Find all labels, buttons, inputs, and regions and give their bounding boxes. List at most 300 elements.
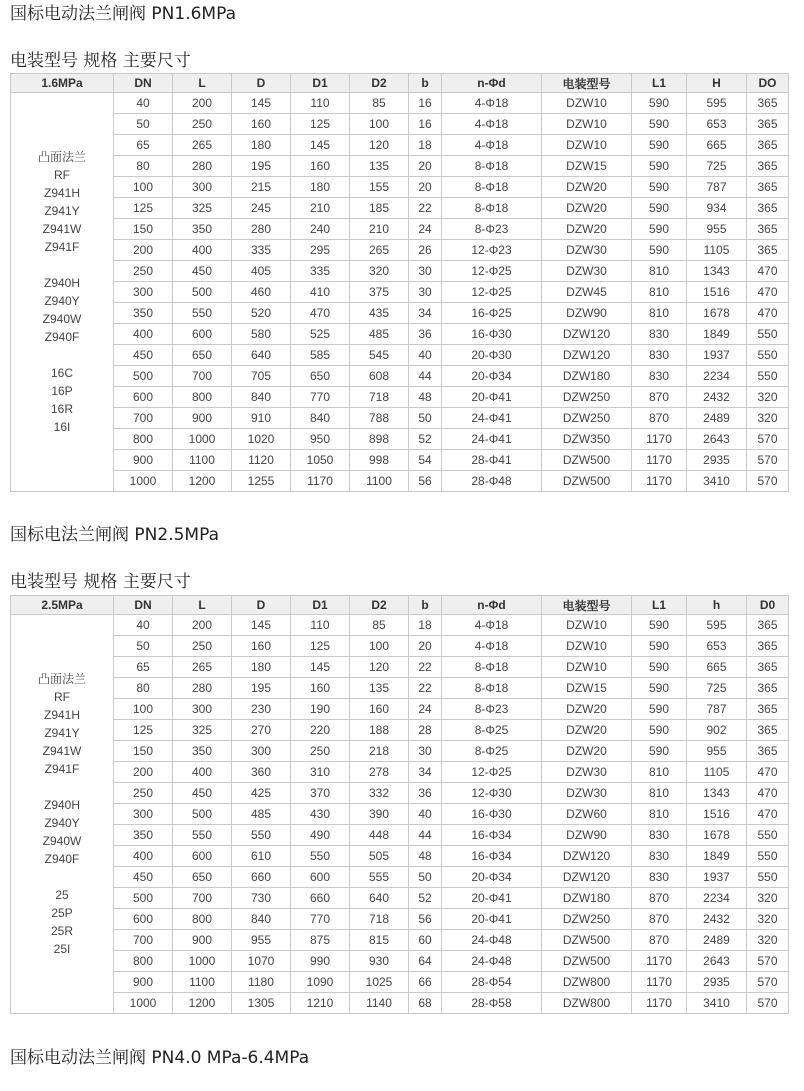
table-cell: 550 — [747, 825, 789, 846]
table-cell: 590 — [632, 657, 687, 678]
table-cell: 250 — [114, 261, 173, 282]
table-cell: 550 — [291, 846, 350, 867]
table-cell: DZW120 — [542, 846, 632, 867]
table-cell: 24-Φ48 — [442, 951, 542, 972]
table-cell: 900 — [114, 972, 173, 993]
table-cell: 600 — [114, 387, 173, 408]
table-cell: 180 — [232, 135, 291, 156]
table-cell: DZW180 — [542, 366, 632, 387]
table-cell: 390 — [350, 804, 409, 825]
table-cell: 470 — [747, 804, 789, 825]
table-cell: 900 — [173, 930, 232, 951]
table-cell: 800 — [173, 387, 232, 408]
table-row — [11, 219, 789, 240]
table-cell: 470 — [747, 261, 789, 282]
section-title-pn25: 国标电法兰闸阀 PN2.5MPa — [10, 525, 219, 545]
table-cell: 160 — [291, 678, 350, 699]
table-cell: 653 — [687, 636, 747, 657]
table-row — [11, 303, 789, 324]
table-row — [11, 951, 789, 972]
table-cell: 18 — [409, 615, 442, 636]
table-cell: 160 — [350, 699, 409, 720]
section-title-pn40-64: 国标电动法兰闸阀 PN4.0 MPa-6.4MPa — [10, 1048, 310, 1068]
table-cell: DZW30 — [542, 261, 632, 282]
table-cell: 50 — [114, 114, 173, 135]
table-row — [11, 450, 789, 471]
table-cell: 718 — [350, 909, 409, 930]
model-code: 16P — [51, 384, 73, 398]
table-cell: DZW250 — [542, 408, 632, 429]
table-cell: DZW800 — [542, 993, 632, 1014]
table-cell: DZW10 — [542, 93, 632, 114]
model-code: 16I — [53, 420, 71, 434]
table-cell: 450 — [173, 783, 232, 804]
table-cell: 24-Φ41 — [442, 429, 542, 450]
table-cell: 1200 — [173, 993, 232, 1014]
column-header: D1 — [291, 74, 350, 93]
table-cell: 555 — [350, 867, 409, 888]
table-cell: 570 — [747, 471, 789, 492]
table-cell: 448 — [350, 825, 409, 846]
table-row — [11, 408, 789, 429]
table-cell: 12-Φ30 — [442, 783, 542, 804]
table-cell: 585 — [291, 345, 350, 366]
table-cell: DZW15 — [542, 678, 632, 699]
table-cell: 110 — [291, 93, 350, 114]
table-cell: 28-Φ54 — [442, 972, 542, 993]
table-cell: 365 — [747, 135, 789, 156]
table-cell: 180 — [232, 657, 291, 678]
table-cell: 600 — [114, 909, 173, 930]
table-cell: 20 — [409, 156, 442, 177]
table-cell: 1120 — [232, 450, 291, 471]
table-cell: DZW20 — [542, 198, 632, 219]
table-cell: 1170 — [632, 951, 687, 972]
table-cell: 570 — [747, 429, 789, 450]
table-cell: 8-Φ18 — [442, 678, 542, 699]
table-cell: 1170 — [632, 993, 687, 1014]
table-cell: 787 — [687, 699, 747, 720]
table-cell: 400 — [173, 240, 232, 261]
table-cell: 500 — [114, 366, 173, 387]
table-row — [11, 741, 789, 762]
table-cell: 1937 — [687, 345, 747, 366]
table-cell: 365 — [747, 114, 789, 135]
model-group-gap — [11, 778, 113, 796]
table-cell: 2935 — [687, 450, 747, 471]
table-cell: 365 — [747, 156, 789, 177]
table-cell: 100 — [350, 114, 409, 135]
table-cell: 2234 — [687, 366, 747, 387]
table-cell: 28-Φ48 — [442, 471, 542, 492]
table-cell: 590 — [632, 741, 687, 762]
table-cell: 20-Φ41 — [442, 909, 542, 930]
table-cell: 490 — [291, 825, 350, 846]
table-cell: 1000 — [114, 471, 173, 492]
table-cell: 30 — [409, 282, 442, 303]
table-cell: 1090 — [291, 972, 350, 993]
table-cell: 300 — [114, 804, 173, 825]
table-cell: DZW500 — [542, 450, 632, 471]
table-cell: 550 — [747, 846, 789, 867]
table-cell: 830 — [632, 825, 687, 846]
table-cell: 350 — [173, 219, 232, 240]
table-row — [11, 825, 789, 846]
table-cell: 870 — [632, 888, 687, 909]
table-cell: DZW30 — [542, 783, 632, 804]
table-cell: 60 — [409, 930, 442, 951]
table-cell: 1000 — [173, 429, 232, 450]
table-cell: 245 — [232, 198, 291, 219]
table-cell: 430 — [291, 804, 350, 825]
table-cell: DZW60 — [542, 804, 632, 825]
section-title-pn16: 国标电动法兰闸阀 PN1.6MPa — [10, 4, 236, 24]
model-code: Z941F — [44, 240, 80, 254]
table-cell: 2489 — [687, 408, 747, 429]
table-cell: 125 — [291, 636, 350, 657]
table-cell: 2489 — [687, 930, 747, 951]
model-code: Z941W — [42, 744, 82, 758]
table-cell: 1516 — [687, 804, 747, 825]
table-row — [11, 282, 789, 303]
model-code: 16C — [50, 366, 73, 380]
table-cell: DZW350 — [542, 429, 632, 450]
table-cell: 40 — [114, 615, 173, 636]
table-cell: 280 — [173, 156, 232, 177]
table-cell: 870 — [632, 408, 687, 429]
table-cell: 500 — [114, 888, 173, 909]
table-cell: 24 — [409, 219, 442, 240]
table-cell: 590 — [632, 156, 687, 177]
table-cell: 350 — [173, 741, 232, 762]
table-cell: 190 — [291, 699, 350, 720]
table-cell: 1849 — [687, 846, 747, 867]
column-header: b — [409, 596, 442, 615]
table-cell: 8-Φ25 — [442, 720, 542, 741]
table-cell: 840 — [232, 387, 291, 408]
table-cell: 600 — [173, 846, 232, 867]
column-header: H — [687, 74, 747, 93]
table-cell: 3410 — [687, 993, 747, 1014]
table-cell: 875 — [291, 930, 350, 951]
table-cell: 150 — [114, 219, 173, 240]
table-row — [11, 972, 789, 993]
table-cell: 100 — [114, 177, 173, 198]
table-row — [11, 657, 789, 678]
table-cell: 700 — [173, 888, 232, 909]
table-cell: 1170 — [632, 450, 687, 471]
table-cell: 188 — [350, 720, 409, 741]
column-header: h — [687, 596, 747, 615]
table-cell: 1180 — [232, 972, 291, 993]
table-cell: 590 — [632, 198, 687, 219]
table-cell: 8-Φ23 — [442, 219, 542, 240]
table-cell: 85 — [350, 93, 409, 114]
table-cell: 365 — [747, 219, 789, 240]
table-cell: 160 — [232, 114, 291, 135]
table-cell: 1255 — [232, 471, 291, 492]
table-cell: 210 — [350, 219, 409, 240]
table-cell: DZW45 — [542, 282, 632, 303]
table-cell: 16-Φ30 — [442, 324, 542, 345]
table-row — [11, 909, 789, 930]
table-cell: 365 — [747, 678, 789, 699]
table-cell: 1200 — [173, 471, 232, 492]
table-cell: 1516 — [687, 282, 747, 303]
table-cell: DZW500 — [542, 951, 632, 972]
table-cell: DZW10 — [542, 135, 632, 156]
table-cell: 2234 — [687, 888, 747, 909]
table-cell: 240 — [291, 219, 350, 240]
table-cell: 830 — [632, 366, 687, 387]
table-cell: 125 — [291, 114, 350, 135]
table-cell: 800 — [114, 429, 173, 450]
table-cell: 1170 — [632, 972, 687, 993]
table-cell: 36 — [409, 324, 442, 345]
model-code: Z940F — [44, 852, 80, 866]
table-row — [11, 198, 789, 219]
table-cell: DZW20 — [542, 741, 632, 762]
table-cell: 56 — [409, 909, 442, 930]
table-cell: 610 — [232, 846, 291, 867]
table-cell: 40 — [409, 345, 442, 366]
table-cell: 550 — [173, 825, 232, 846]
table-cell: 12-Φ23 — [442, 240, 542, 261]
table-cell: 54 — [409, 450, 442, 471]
table-cell: 12-Φ25 — [442, 282, 542, 303]
table-cell: 998 — [350, 450, 409, 471]
table-cell: 320 — [747, 888, 789, 909]
column-header: L1 — [632, 596, 687, 615]
table-cell: 600 — [173, 324, 232, 345]
table-cell: 700 — [173, 366, 232, 387]
table-cell: 405 — [232, 261, 291, 282]
subtitle-pn25: 电装型号 规格 主要尺寸 — [10, 572, 191, 592]
table-cell: 950 — [291, 429, 350, 450]
table-cell: 900 — [114, 450, 173, 471]
table-cell: 1678 — [687, 825, 747, 846]
table-cell: 350 — [114, 825, 173, 846]
table-cell: 250 — [173, 114, 232, 135]
table-cell: 470 — [291, 303, 350, 324]
model-code: Z940W — [42, 312, 82, 326]
model-code: 25R — [50, 924, 73, 938]
table-cell: 810 — [632, 303, 687, 324]
table-cell: 295 — [291, 240, 350, 261]
table-cell: 8-Φ18 — [442, 156, 542, 177]
table-row — [11, 783, 789, 804]
table-cell: 195 — [232, 678, 291, 699]
table-row — [11, 114, 789, 135]
table-cell: 930 — [350, 951, 409, 972]
table-cell: 1100 — [173, 450, 232, 471]
table-cell: 200 — [173, 93, 232, 114]
table-cell: 1020 — [232, 429, 291, 450]
model-code: Z941F — [44, 762, 80, 776]
table-cell: 788 — [350, 408, 409, 429]
model-code: Z941Y — [44, 726, 80, 740]
table-cell: 725 — [687, 156, 747, 177]
table-cell: 185 — [350, 198, 409, 219]
table-cell: 770 — [291, 909, 350, 930]
table-cell: 270 — [232, 720, 291, 741]
model-code: Z941W — [42, 222, 82, 236]
table-cell: 470 — [747, 303, 789, 324]
table-cell: 66 — [409, 972, 442, 993]
table-row — [11, 762, 789, 783]
table-cell: 22 — [409, 198, 442, 219]
table-cell: 590 — [632, 636, 687, 657]
table-cell: 665 — [687, 135, 747, 156]
table-cell: 590 — [632, 240, 687, 261]
table-cell: 145 — [291, 657, 350, 678]
table-cell: 705 — [232, 366, 291, 387]
table-cell: 595 — [687, 93, 747, 114]
table-cell: 16-Φ30 — [442, 804, 542, 825]
column-header: D — [232, 74, 291, 93]
table-cell: 335 — [232, 240, 291, 261]
table-cell: 550 — [747, 867, 789, 888]
model-code: Z941H — [43, 708, 81, 722]
table-cell: 1025 — [350, 972, 409, 993]
column-header: b — [409, 74, 442, 93]
table-cell: 470 — [747, 762, 789, 783]
table-cell: 600 — [291, 867, 350, 888]
column-header: n-Φd — [442, 596, 542, 615]
table-cell: 1100 — [173, 972, 232, 993]
table-cell: 470 — [747, 282, 789, 303]
table-cell: 310 — [291, 762, 350, 783]
table-cell: 570 — [747, 972, 789, 993]
column-header: D — [232, 596, 291, 615]
spec-table-pn25 — [10, 595, 789, 1014]
table-cell: 8-Φ18 — [442, 657, 542, 678]
table-cell: DZW10 — [542, 615, 632, 636]
model-code: Z940F — [44, 330, 80, 344]
table-cell: 332 — [350, 783, 409, 804]
column-header: 1.6MPa — [11, 74, 114, 93]
model-code: Z940W — [42, 834, 82, 848]
table-cell: 230 — [232, 699, 291, 720]
table-row — [11, 345, 789, 366]
table-cell: 20-Φ30 — [442, 345, 542, 366]
table-cell: DZW15 — [542, 156, 632, 177]
table-cell: 300 — [173, 699, 232, 720]
table-cell: 18 — [409, 135, 442, 156]
table-cell: 44 — [409, 366, 442, 387]
table-cell: DZW20 — [542, 177, 632, 198]
table-cell: 50 — [114, 636, 173, 657]
table-cell: DZW120 — [542, 324, 632, 345]
table-cell: 500 — [173, 282, 232, 303]
header-row — [11, 74, 789, 93]
table-cell: 550 — [747, 366, 789, 387]
table-cell: 160 — [291, 156, 350, 177]
table-cell: 56 — [409, 471, 442, 492]
table-cell: 1000 — [114, 993, 173, 1014]
model-code: 凸面法兰 — [37, 672, 86, 686]
table-cell: 48 — [409, 846, 442, 867]
header-row — [11, 596, 789, 615]
table-cell: 300 — [114, 282, 173, 303]
table-row — [11, 93, 789, 114]
column-header: D1 — [291, 596, 350, 615]
table-cell: 26 — [409, 240, 442, 261]
table-cell: 335 — [291, 261, 350, 282]
table-cell: 34 — [409, 762, 442, 783]
table-cell: 22 — [409, 678, 442, 699]
column-header: D0 — [747, 596, 789, 615]
table-cell: 1105 — [687, 762, 747, 783]
column-header: 电装型号 — [542, 74, 632, 93]
table-cell: 8-Φ18 — [442, 198, 542, 219]
table-cell: 934 — [687, 198, 747, 219]
table-cell: 470 — [747, 783, 789, 804]
table-row — [11, 720, 789, 741]
table-cell: DZW120 — [542, 867, 632, 888]
table-cell: 590 — [632, 135, 687, 156]
table-cell: 787 — [687, 177, 747, 198]
table-row — [11, 678, 789, 699]
table-cell: 4-Φ18 — [442, 615, 542, 636]
table-cell: 120 — [350, 657, 409, 678]
table-cell: 360 — [232, 762, 291, 783]
table-cell: 955 — [687, 219, 747, 240]
table-cell: 1050 — [291, 450, 350, 471]
table-cell: 840 — [232, 909, 291, 930]
table-cell: DZW20 — [542, 699, 632, 720]
table-cell: 810 — [632, 261, 687, 282]
table-cell: 28 — [409, 720, 442, 741]
column-header: DO — [747, 74, 789, 93]
table-cell: 1100 — [350, 471, 409, 492]
table-row — [11, 867, 789, 888]
model-list-cell — [11, 615, 114, 1014]
table-cell: 22 — [409, 657, 442, 678]
table-cell: 640 — [350, 888, 409, 909]
table-row — [11, 846, 789, 867]
table-cell: 1140 — [350, 993, 409, 1014]
table-cell: 12-Φ25 — [442, 762, 542, 783]
table-cell: 1170 — [632, 429, 687, 450]
table-cell: 325 — [173, 720, 232, 741]
table-cell: 485 — [232, 804, 291, 825]
table-cell: 80 — [114, 156, 173, 177]
model-code: RF — [54, 168, 70, 182]
table-cell: 590 — [632, 615, 687, 636]
table-cell: 800 — [114, 951, 173, 972]
table-cell: 570 — [747, 450, 789, 471]
table-cell: 365 — [747, 720, 789, 741]
table-cell: 595 — [687, 615, 747, 636]
table-cell: 300 — [173, 177, 232, 198]
table-cell: 65 — [114, 657, 173, 678]
table-cell: 100 — [114, 699, 173, 720]
table-row — [11, 177, 789, 198]
table-cell: 20 — [409, 177, 442, 198]
table-cell: 120 — [350, 135, 409, 156]
table-row — [11, 699, 789, 720]
table-cell: 145 — [291, 135, 350, 156]
table-cell: 2432 — [687, 387, 747, 408]
table-cell: 40 — [114, 93, 173, 114]
table-cell: DZW10 — [542, 114, 632, 135]
table-cell: 210 — [291, 198, 350, 219]
table-cell: 545 — [350, 345, 409, 366]
table-row — [11, 261, 789, 282]
table-row — [11, 387, 789, 408]
table-cell: 265 — [350, 240, 409, 261]
